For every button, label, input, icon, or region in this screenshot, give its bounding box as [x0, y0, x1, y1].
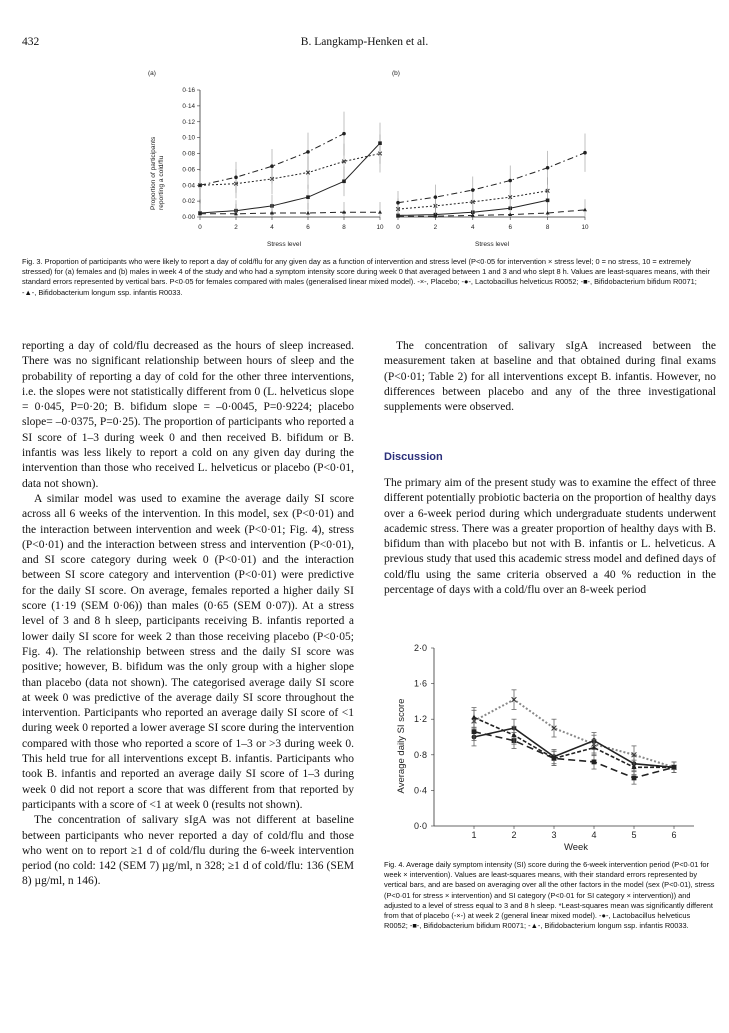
fig3a-data-point [270, 164, 274, 168]
fig3b-series-line [398, 153, 585, 203]
fig3a-y-tick-label: 0·16 [182, 87, 195, 94]
discussion-heading: Discussion [384, 451, 443, 463]
fig3b-x-tick-label: 10 [581, 224, 589, 231]
fig3b-data-point [546, 166, 550, 170]
fig3b-data-point [583, 151, 587, 155]
fig3a-y-tick-label: 0·02 [182, 198, 195, 206]
figure-3a-plot [182, 87, 384, 231]
fig4-x-tick-label: 4 [591, 830, 597, 840]
fig3a-series-line [200, 212, 380, 214]
left-paragraph-2: A similar model was used to examine the average daily SI score across all 6 weeks of the intervention. In this model, sex (P<0·01) and the interaction between intervention and week (P<0·01; Fig. 4), stress (P<0·01) and the interaction between stress and intervention (P<0·01), and SI score category during week 0 (P<0·01) and the interaction between SI score category and intervention (P<0·01) were predictive for the daily SI score. On average, females reported a higher daily SI score (1·19 (SEM 0·06)) than males (0·65 (SEM 0·07)). At a stress level of 3 and 8 h sleep, participants receiving B. infantis reported a lower daily SI score for week 2 than those receiving placebo (P<0·05; Fig. 4). The relationship between stress and the daily SI score was positive; however, B. bifidum was the only group with a higher slope than placebo (data not shown). The categorised average daily SI score at week 0 was predictive of the average daily SI score throughout the intervention. Participants who reported an average daily SI score of <1 during week 0 reported a lower average SI score during the intervention compared with those who reported a score of 1–3 or >3 during week 0. This held true for all interventions except B. infantis. Participants who took B. infantis and reported an average daily SI score of 1–3 during week 0 did not report a score that was different from that reported by participants with a score of <1 at week 0 (results not shown). [22, 492, 354, 811]
fig3a-data-point [378, 210, 382, 214]
figure-4-chart [384, 636, 716, 854]
fig3b-data-point [434, 195, 438, 199]
fig4-y-tick-label: 1·6 [413, 678, 427, 689]
fig4-y-tick-label: 0·0 [413, 821, 427, 831]
fig3b-data-point [508, 179, 512, 183]
fig4-data-point [592, 760, 597, 765]
left-column [22, 339, 354, 890]
figure-3-chart [140, 60, 600, 255]
fig3a-y-tick-label: 0·12 [182, 118, 195, 126]
fig4-x-tick-label: 6 [671, 830, 677, 840]
fig3a-y-tick-label: 0·00 [182, 214, 195, 221]
fig3a-x-tick-label: 6 [306, 224, 310, 231]
fig3b-data-point [471, 188, 475, 192]
fig3a-data-point [306, 195, 310, 199]
panel-b-label: (b) [392, 70, 400, 77]
running-title: B. Langkamp-Henken et al. [300, 36, 429, 48]
fig4-y-tick-label: 0·8 [413, 749, 427, 760]
left-paragraph-1: reporting a day of cold/flu decreased as the hours of sleep increased. There was no significant relationship between hours of sleep and the probability of reporting a day of cold for the other three interventions, i.e. the slopes were not statistically different from 0 (L. helveticus slope = 0·045, P=0·20; B. bifidum slope = –0·0045, P=0·9224; placebo slope= –0·0375, P=0·25). The proportion of participants who reported a SI score of 1–3 during week 0 and then received B. bifidum or B. infantis was less likely to report a cold on any given day during the intervention than those who received L. helveticus or placebo (P<0·01, data not shown). [22, 340, 354, 490]
fig3b-data-point [583, 208, 587, 212]
figure-3a-xlabel: Stress level [266, 241, 302, 248]
figure-3-caption: Fig. 3. Proportion of participants who were likely to report a day of cold/flu for any given day as a function of intervention and stress level (P<0·05 for intervention × stress level; 0 = no stress, 10 = extremely stressed) for (a) females and (b) males in week 4 of the study and who had a symptom intensity score during week 0 that averaged between 1 and 3 and who slept 8 h. Values are least-squares means, with their standard errors represented by vertical bars. P<0·05 for females compared with males (generalised linear mixed model). -×-, Placebo; -●-, Lactobacillus helveticus R0052; -■-, Bifidobacterium bifidum R0071; -▲-, Bifidobacterium longum ssp. infantis R0033. [22, 257, 710, 297]
fig3a-data-point [306, 211, 310, 215]
fig3b-x-tick-label: 8 [545, 224, 550, 231]
fig4-series-line [474, 728, 674, 767]
figure-3b-plot [396, 134, 589, 231]
figure-3 [140, 60, 600, 255]
figure-4-caption: Fig. 4. Average daily symptom intensity (SI) score during the 6-week intervention period (P<0·01 for week × intervention). Values are least-squares means, with their standard errors represented by vertical bars, and are based on averaging over all the other factors in the model (sex (P<0·01), stress (P<0·01 for stress × intervention) and SI category (P<0·01 for SI category × intervention)) and adjusted to a level of stress equal to 3 and 8 h sleep. *Least-squares mean was significantly different from that of placebo (-×-) at week 2 (general linear mixed model). -●-, Lactobacillus helveticus R0052; -■-, Bifidobacterium bifidum R0071; -▲-, Bifidobacterium longum ssp. infantis R0033. [384, 860, 715, 931]
fig4-data-point [632, 776, 637, 781]
right-column-discussion [384, 476, 716, 598]
fig3a-data-point [234, 176, 238, 180]
fig3a-x-tick-label: 0 [198, 224, 202, 231]
fig4-series-line [474, 700, 674, 768]
right-paragraph-1: The concentration of salivary sIgA increased between the measurement taken at baseline and that obtained during final exams (P<0·01; Table 2) for all interventions except B. infantis. However, no differences between placebo and any of the three investigational supplements were observed. [384, 340, 716, 414]
fig3a-series-line [200, 143, 380, 213]
figure-4-xlabel: Week [563, 842, 589, 853]
fig3a-x-tick-label: 2 [234, 224, 238, 231]
fig3b-x-tick-label: 6 [508, 224, 512, 231]
fig3a-y-tick-label: 0·08 [182, 150, 195, 158]
fig3a-y-tick-label: 0·10 [182, 134, 195, 142]
fig4-series-line [474, 732, 674, 778]
figure-4-plot [414, 643, 694, 840]
panel-a-label: (a) [148, 70, 156, 77]
fig3a-data-point [378, 141, 382, 145]
page-header [22, 36, 707, 52]
fig3a-y-tick-label: 0·06 [182, 166, 195, 174]
figure-3b-xlabel: Stress level [474, 241, 510, 248]
figure-3-ylabel: Proportion of participants reporting a cold/flu [150, 136, 165, 210]
fig4-x-tick-label: 2 [511, 830, 517, 840]
fig4-x-tick-label: 1 [471, 830, 477, 840]
fig4-data-point [471, 715, 476, 720]
fig4-x-tick-label: 5 [631, 830, 637, 840]
fig3b-x-tick-label: 4 [471, 224, 475, 231]
right-column-top [384, 339, 716, 415]
figure-4-ylabel: Average daily SI score [396, 698, 407, 794]
right-paragraph-2: The primary aim of the present study was to examine the effect of three different potentially probiotic bacteria on the proportion of healthy days over a 6-week period during which undergraduate students underwent academic stress. There was a greater proportion of healthy days with B. bifidum than with placebo but not with B. infantis or L. helveticus. A previous study that used this academic stress model and defined days of cold/flu using the same criteria observed a 40 % reduction in the percentage of days with a cold/flu over an 8-week period [384, 477, 716, 597]
fig4-data-point [511, 732, 516, 737]
fig4-y-tick-label: 2·0 [413, 643, 427, 653]
fig4-x-tick-label: 3 [551, 830, 557, 840]
fig3a-data-point [306, 150, 310, 154]
fig3a-y-tick-label: 0·04 [182, 182, 195, 190]
fig3a-x-tick-label: 10 [376, 224, 384, 231]
fig4-data-point [472, 729, 477, 734]
fig3b-x-tick-label: 0 [396, 224, 400, 231]
fig3a-x-tick-label: 4 [270, 224, 274, 231]
left-paragraph-3: The concentration of salivary sIgA was not different at baseline between participants who never reported a day of cold/flu and those who went on to report ≥1 d of cold/flu during the 6-week intervention period (no cold: 142 (SEM 7) µg/ml, n 328; ≥1 d of cold/flu: 136 (SEM 8) µg/ml, n 146). [22, 814, 354, 888]
page-number: 432 [22, 36, 40, 48]
fig3a-y-tick-label: 0·14 [182, 102, 195, 110]
fig3b-data-point [396, 201, 400, 205]
fig3a-x-tick-label: 8 [342, 224, 346, 231]
fig3b-data-point [546, 199, 550, 203]
fig3a-data-point [342, 179, 346, 183]
fig4-y-tick-label: 1·2 [413, 714, 427, 725]
fig4-y-tick-label: 0·4 [413, 785, 427, 796]
fig3b-x-tick-label: 2 [433, 224, 438, 231]
fig3a-data-point [198, 183, 202, 187]
figure-4 [384, 636, 716, 854]
fig3a-series-line [200, 154, 380, 186]
fig3a-data-point [342, 132, 346, 136]
